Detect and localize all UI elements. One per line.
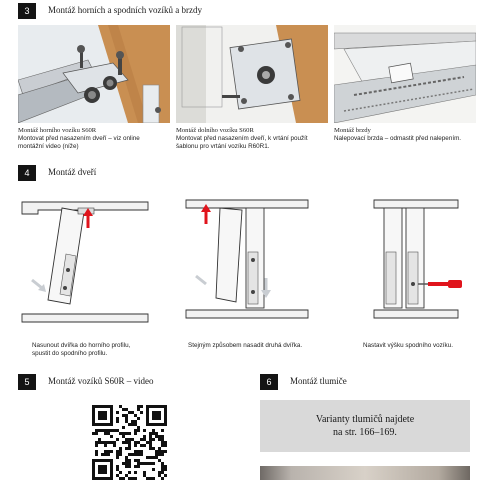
- lower-carriage-caption-line-1: Montovat před nasazením dveří, k vrtání použít: [176, 135, 308, 142]
- upper-carriage-caption: [18, 127, 140, 151]
- damper-photo: [260, 466, 470, 480]
- video-qr-code[interactable]: [92, 405, 168, 480]
- upper-carriage-caption-line-2: montážní video (níže): [18, 143, 79, 150]
- height-adjust-caption: [363, 342, 453, 350]
- height-adjust-illustration: [338, 192, 476, 332]
- step-4-number: 4: [18, 165, 36, 181]
- step-3-title: Montáž horních a spodních vozíků a brzdy: [48, 5, 202, 15]
- damper-variants-note: [260, 400, 470, 452]
- step-3-number: 3: [18, 3, 36, 19]
- damper-note-line-1: Varianty tlumičů najdete: [315, 414, 415, 425]
- brake-caption-title: Montáž brzdy: [334, 127, 371, 134]
- second-door-caption-line-1: Stejným způsobem nasadit druhá dvířka.: [188, 342, 303, 349]
- lower-carriage-illustration: [176, 25, 328, 123]
- door-insert-caption-line-2: spustit do spodního profilu.: [32, 350, 108, 357]
- height-adjust-caption-line-1: Nastavit výšku spodního vozíku.: [363, 342, 453, 349]
- damper-note-line-2: na str. 166–169.: [333, 427, 397, 438]
- door-insert-caption: [32, 342, 130, 358]
- step-5-number: 5: [18, 374, 36, 390]
- second-door-illustration: [180, 192, 315, 332]
- lower-carriage-caption: [176, 127, 308, 151]
- upper-carriage-illustration: [18, 25, 170, 123]
- lower-carriage-caption-title: Montáž dolního vozíku S60R: [176, 127, 254, 134]
- step-6-title: Montáž tlumiče: [290, 376, 347, 386]
- upper-carriage-caption-title: Montáž horního vozíku S60R: [18, 127, 97, 134]
- step-5-title: Montáž vozíků S60R – video: [48, 376, 154, 386]
- door-insert-caption-line-1: Nasunout dvířka do horního profilu,: [32, 342, 131, 349]
- upper-carriage-caption-line-1: Montovat před nasazením dveří – viz online: [18, 135, 140, 142]
- step-4-title: Montáž dveří: [48, 167, 97, 177]
- lower-carriage-caption-line-2: šablonu pro vrtání vozíku R60R1.: [176, 143, 270, 150]
- step-6-number: 6: [260, 374, 278, 390]
- door-insert-illustration: [18, 192, 153, 332]
- second-door-caption: [188, 342, 302, 350]
- brake-illustration: [334, 25, 476, 123]
- brake-caption: [334, 127, 461, 143]
- brake-caption-line-1: Nalepovací brzda – odmastit před nalepením.: [334, 135, 462, 142]
